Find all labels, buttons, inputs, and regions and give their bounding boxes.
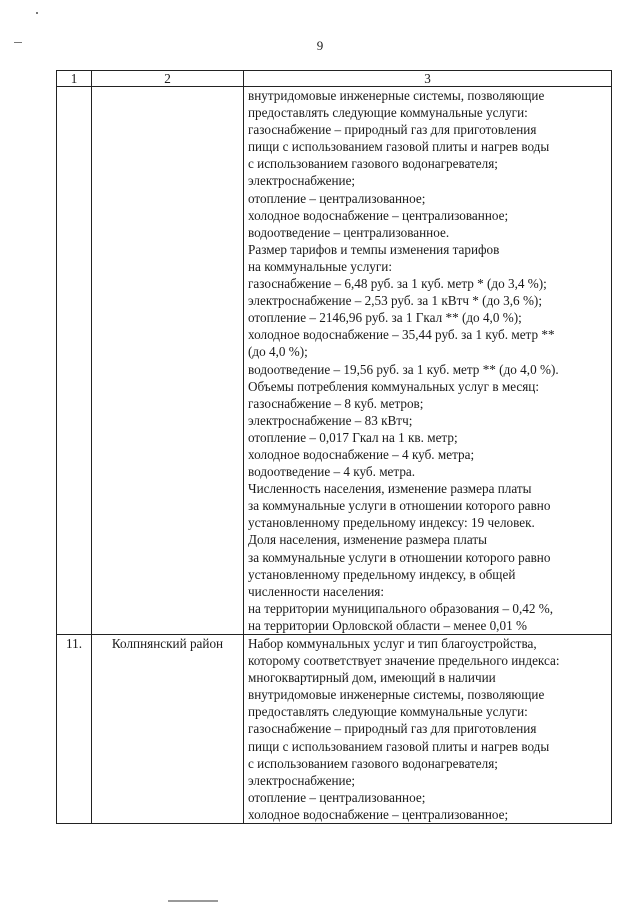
description-line: газоснабжение – 8 куб. метров; [248,395,424,411]
description-line: с использованием газового водонагревателя; [248,156,498,172]
header-cell-3: 3 [244,71,612,87]
description-line: газоснабжение – 6,48 руб. за 1 куб. метр * (до 3,4 %); [248,276,547,292]
description-line: предоставлять следующие коммунальные услуги: [248,105,528,121]
description-line: электроснабжение – 83 кВтч; [248,412,413,428]
row-number: 11. [57,635,92,824]
description-line: Доля населения, изменение размера платы [248,532,487,548]
description-line: Размер тарифов и темпы изменения тарифов [248,241,500,257]
description-line: холодное водоснабжение – централизованное; [248,806,509,822]
table-row [57,87,612,635]
description-line: внутридомовые инженерные системы, позволяющие [248,687,545,703]
description-line: которому соответствует значение предельного индекса: [248,653,560,669]
table-header-row [57,71,612,87]
description-line: на коммунальные услуги: [248,258,393,274]
description-line: пищи с использованием газовой плиты и нагрев воды [248,738,550,754]
description-line: газоснабжение – природный газ для приготовления [248,721,537,737]
description-line: численности населения: [248,583,385,599]
description-line: предоставлять следующие коммунальные услуги: [248,704,528,720]
page-number: 9 [316,38,324,53]
description-line: Численность населения, изменение размера платы [248,481,532,497]
description-line: установленному предельному индексу: 19 человек. [248,515,535,531]
row-number [57,87,92,635]
header-cell-1: 1 [57,71,92,87]
description-line: холодное водоснабжение – 4 куб. метра; [248,446,475,462]
document-table [56,70,612,824]
description-line: за коммунальные услуги в отношении которого равно [248,498,551,514]
description-line: отопление – 0,017 Гкал на 1 кв. метр; [248,429,458,445]
description-line: водоотведение – централизованное. [248,224,450,240]
description-line: внутридомовые инженерные системы, позволяющие [248,88,545,103]
description-line: с использованием газового водонагревателя; [248,755,498,771]
description-line: отопление – централизованное; [248,190,426,206]
scan-mark-bottom [168,900,218,902]
description-line: многоквартирный дом, имеющий в наличии [248,670,496,686]
district-name: Колпнянский район [92,635,244,824]
description-line: установленному предельному индексу, в общей [248,566,516,582]
description-line: Набор коммунальных услуг и тип благоустройства, [248,636,537,651]
description-line: холодное водоснабжение – 35,44 руб. за 1 куб. метр ** [248,327,555,343]
description-line: за коммунальные услуги в отношении которого равно [248,549,551,565]
description-line: пищи с использованием газовой плиты и нагрев воды [248,139,550,155]
district-name [92,87,244,635]
description-cell [244,87,612,635]
description-line: электроснабжение; [248,173,356,189]
description-line: водоотведение – 19,56 руб. за 1 куб. метр ** (до 4,0 %). [248,361,559,377]
description-line: электроснабжение; [248,772,356,788]
scan-mark-dot [36,12,38,14]
description-line: холодное водоснабжение – централизованное; [248,207,509,223]
description-line: отопление – централизованное; [248,789,426,805]
description-line: отопление – 2146,96 руб. за 1 Гкал ** (до 4,0 %); [248,310,522,326]
description-line: электроснабжение – 2,53 руб. за 1 кВтч * (до 3,6 %); [248,293,542,309]
description-line: на территории муниципального образования – 0,42 %, [248,600,554,616]
table-row [57,635,612,824]
description-line: газоснабжение – природный газ для приготовления [248,122,537,138]
description-cell [244,635,612,824]
description-line: водоотведение – 4 куб. метра. [248,464,416,480]
description-line: Объемы потребления коммунальных услуг в месяц: [248,378,540,394]
description-line: (до 4,0 %); [248,344,308,360]
description-line: на территории Орловской области – менее 0,01 % [248,617,527,633]
header-cell-2: 2 [92,71,244,87]
